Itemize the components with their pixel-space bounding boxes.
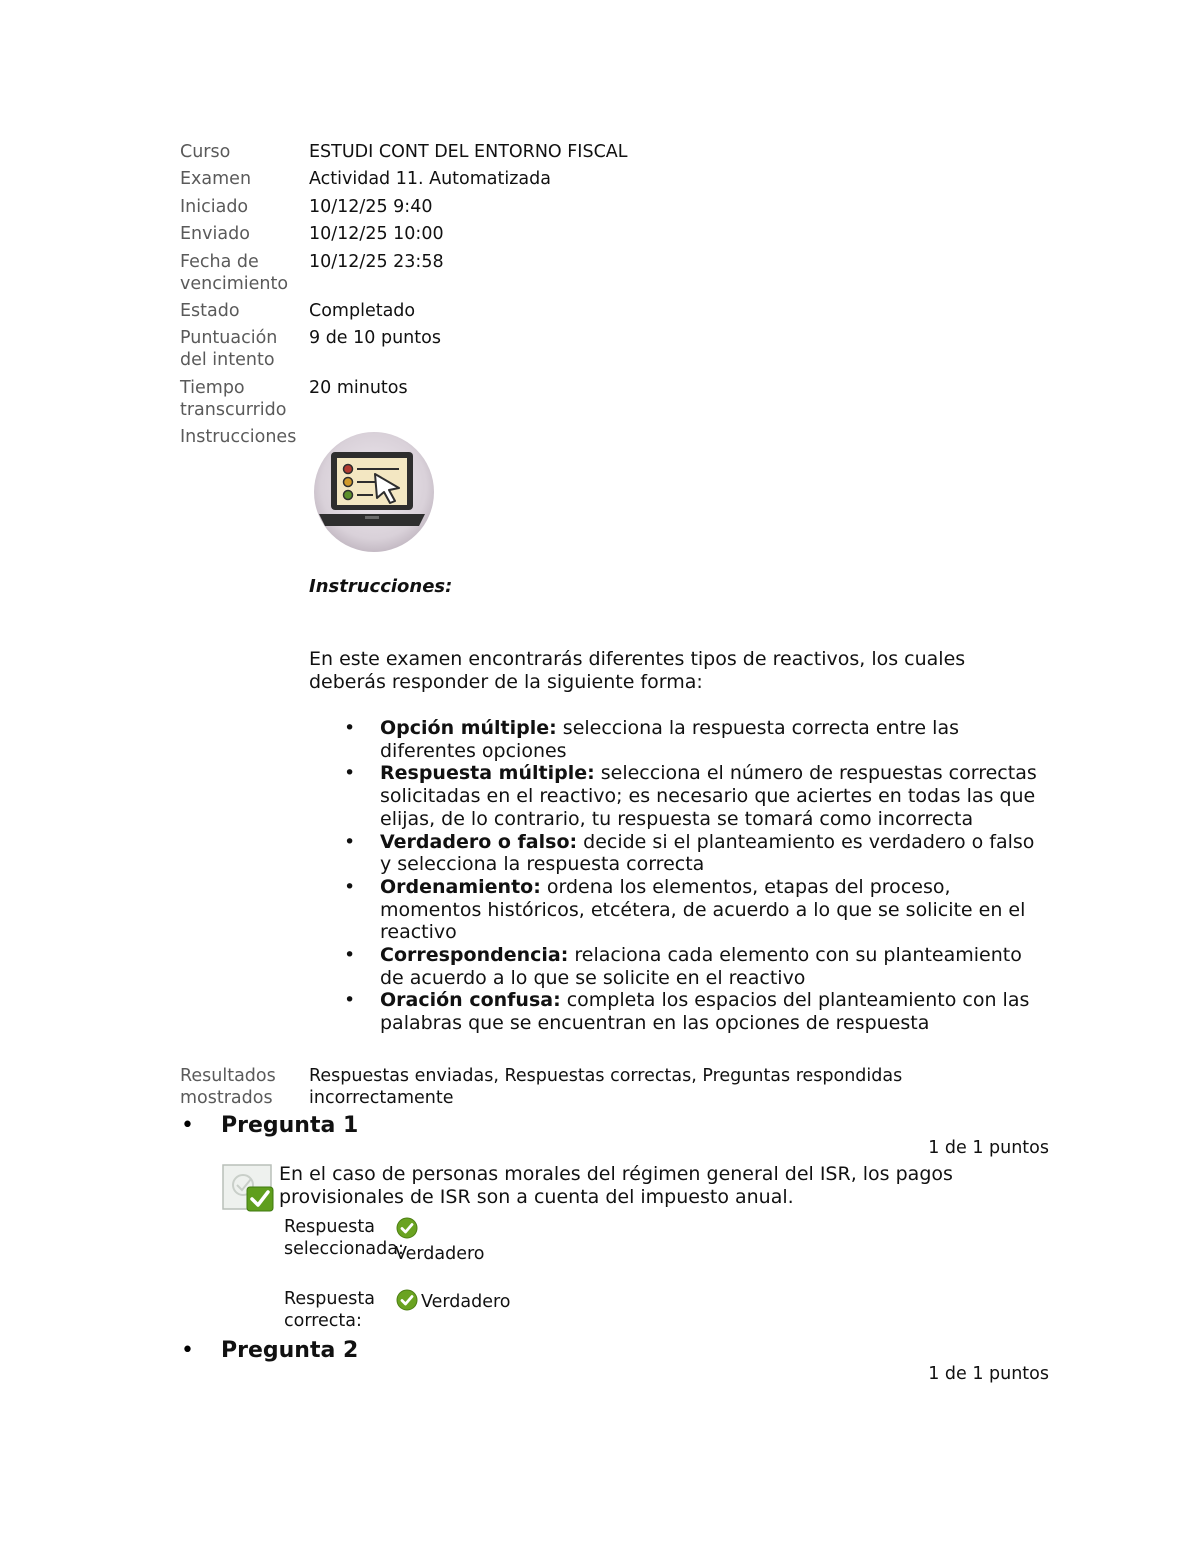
item-desc: relaciona cada elemento con su planteamiento de acuerdo a lo que se solicite en el reactivo	[380, 944, 1022, 989]
bullet-icon: •	[344, 762, 356, 785]
question-2-points: 1 de 1 puntos	[928, 1364, 1049, 1384]
correct-answer-value: Verdadero	[421, 1292, 511, 1312]
check-icon	[396, 1289, 418, 1311]
list-item	[309, 831, 1039, 876]
bullet-icon: •	[344, 875, 356, 898]
list-item	[309, 989, 1039, 1034]
bullet-icon: •	[344, 944, 356, 967]
question-1-text: En el caso de personas morales del régimen general del ISR, los pagos provisionales de ISR son a cuenta del impuesto anual.	[279, 1163, 953, 1208]
meta-label-resultados: Resultados mostrados	[180, 1066, 276, 1108]
meta-value-resultados: Respuestas enviadas, Respuestas correctas, Preguntas respondidas incorrectamente	[309, 1066, 903, 1108]
meta-label-examen: Examen	[180, 169, 252, 189]
bullet-icon: •	[344, 717, 356, 739]
meta-value-iniciado: 10/12/25 9:40	[309, 197, 433, 217]
meta-value-puntuacion: 9 de 10 puntos	[309, 328, 441, 348]
list-item	[309, 876, 1039, 944]
laptop-selection-icon	[313, 430, 435, 554]
item-term: Oración confusa:	[380, 989, 561, 1012]
question-1-points: 1 de 1 puntos	[928, 1138, 1049, 1158]
selected-answer-value: Verdadero	[395, 1244, 485, 1264]
item-desc: decide si el planteamiento es verdadero o falso y selecciona la respuesta correcta	[380, 830, 1035, 876]
meta-label-curso: Curso	[180, 142, 231, 162]
instructions-list	[309, 717, 1039, 1035]
list-item	[309, 762, 1039, 830]
meta-label-estado: Estado	[180, 301, 240, 321]
item-desc: ordena los elementos, etapas del proceso, momentos históricos, etcétera, de acuerdo a lo que se solicite en el reactivo	[380, 875, 1026, 944]
item-term: Respuesta múltiple:	[380, 762, 595, 785]
question-bullet-icon: •	[181, 1338, 194, 1363]
list-item	[309, 944, 1039, 989]
meta-label-iniciado: Iniciado	[180, 197, 249, 217]
meta-label-puntuacion: Puntuación del intento	[180, 328, 278, 370]
question-bullet-icon: •	[181, 1113, 194, 1138]
question-2-title: Pregunta 2	[221, 1338, 359, 1363]
question-correct-status-icon	[221, 1161, 275, 1213]
meta-label-fecha-vencimiento: Fecha de vencimiento	[180, 252, 289, 294]
meta-label-tiempo: Tiempo transcurrido	[180, 378, 287, 420]
bullet-icon: •	[344, 830, 356, 853]
question-1-title: Pregunta 1	[221, 1113, 359, 1138]
item-desc: selecciona el número de respuestas correctas solicitadas en el reactivo; es necesario que aciertes en todas las que elijas, de lo contrario, tu respuesta se tomará como incorrecta	[380, 762, 1037, 830]
item-term: Ordenamiento:	[380, 875, 541, 898]
meta-value-curso: ESTUDI CONT DEL ENTORNO FISCAL	[309, 142, 628, 162]
item-term: Opción múltiple:	[380, 717, 557, 739]
item-term: Correspondencia:	[380, 944, 569, 967]
meta-value-examen: Actividad 11. Automatizada	[309, 169, 551, 189]
check-icon	[396, 1217, 418, 1239]
item-desc: completa los espacios del planteamiento con las palabras que se encuentran en las opciones de respuesta	[380, 989, 1030, 1035]
meta-value-tiempo: 20 minutos	[309, 378, 408, 398]
list-item	[309, 717, 1039, 762]
bullet-icon: •	[344, 989, 356, 1012]
item-term: Verdadero o falso:	[380, 830, 578, 853]
selected-answer-label: Respuesta seleccionada:	[284, 1217, 404, 1259]
correct-answer-label: Respuesta correcta:	[284, 1289, 375, 1331]
instructions-heading: Instrucciones:	[309, 576, 453, 597]
meta-label-enviado: Enviado	[180, 224, 250, 244]
item-desc: selecciona la respuesta correcta entre las diferentes opciones	[380, 717, 959, 762]
meta-value-enviado: 10/12/25 10:00	[309, 224, 444, 244]
meta-value-estado: Completado	[309, 301, 416, 321]
instructions-intro: En este examen encontrarás diferentes tipos de reactivos, los cuales deberás responder de la siguiente forma:	[309, 648, 966, 693]
meta-value-fecha-vencimiento: 10/12/25 23:58	[309, 252, 444, 272]
meta-label-instrucciones: Instrucciones	[180, 427, 297, 447]
